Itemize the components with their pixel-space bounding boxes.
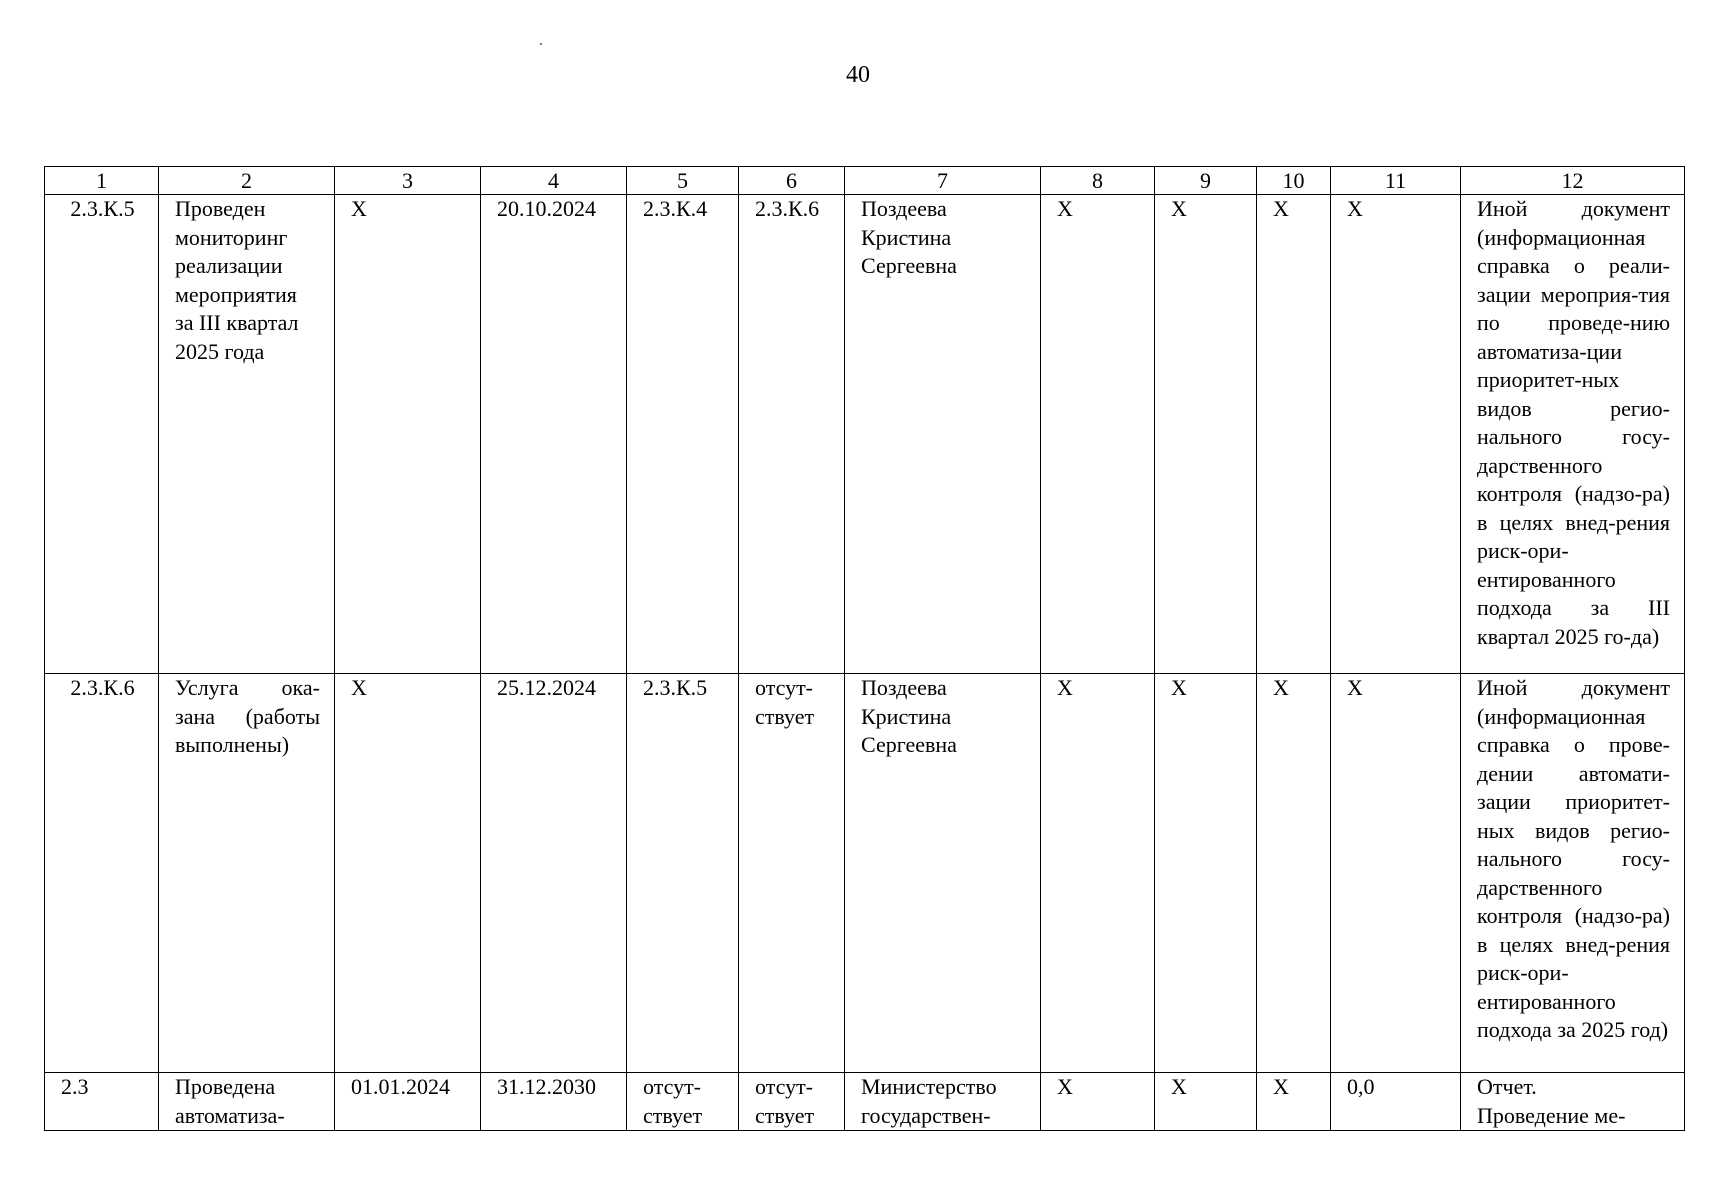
cell-col3 [335,195,481,674]
cell-text: 2.3.К.5 [70,196,135,221]
header-cell: 7 [845,167,1041,195]
cell-prev [627,674,739,1073]
header-cell: 10 [1257,167,1331,195]
cell-date [481,1073,627,1131]
cell-col9 [1155,195,1257,674]
cell-text: Х [1347,196,1363,221]
cell-document: Иной документ (информационная справка о прове-дении автомати-зации приоритет-ных видов регио-нального госу-дарственного контроля (надзо-ра) в целях внед-рения риск-ори-ентированного подхода за 2025 год) [1461,674,1685,1073]
cell-text: Х [1057,1074,1073,1099]
header-cell: 6 [739,167,845,195]
cell-text: 2.3 [61,1074,89,1099]
header-cell: 3 [335,167,481,195]
cell-text: 20.10.2024 [497,196,596,221]
cell-text: Министерство государствен- [861,1074,997,1128]
header-cell: 11 [1331,167,1461,195]
table-row [45,195,1685,674]
cell-code [45,674,159,1073]
cell-col8 [1041,674,1155,1073]
cell-text: 2.3.К.6 [70,675,135,700]
cell-text: Отчет. Проведение ме- [1477,1074,1626,1128]
cell-text: Х [1057,675,1073,700]
cell-col10 [1257,1073,1331,1131]
cell-prev [627,1073,739,1131]
cell-text: 01.01.2024 [351,1074,450,1099]
cell-date [481,195,627,674]
page-number: 40 [846,62,870,88]
cell-col8 [1041,195,1155,674]
cell-document [1461,1073,1685,1131]
cell-code [45,1073,159,1131]
cell-document: Иной документ (информационная справка о реали-зации мероприя-тия по проведе-нию автоматиза-ции приоритет-ных видов регио-нального госу-дарственного контроля (надзо-ра) в целях внед-рения риск-ори-ентированного подхода за III квартал 2025 го-да) [1461,195,1685,674]
cell-text: 0,0 [1347,1074,1375,1099]
table-header-row [45,167,1685,195]
cell-text: Х [351,196,367,221]
cell-col8 [1041,1073,1155,1131]
cell-result [159,195,335,674]
cell-text: Поздеева Кристина Сергеевна [861,196,957,278]
header-cell: 1 [45,167,159,195]
cell-result [159,1073,335,1131]
cell-text: Х [1057,196,1073,221]
cell-text: 2.3.К.5 [643,675,708,700]
cell-col10 [1257,195,1331,674]
cell-text: Х [1273,196,1289,221]
cell-col11 [1331,195,1461,674]
cell-prev [627,195,739,674]
cell-col3 [335,674,481,1073]
cell-text: Проведен мониторинг реализации мероприятия за III квартал 2025 года [175,196,299,364]
cell-col11 [1331,674,1461,1073]
header-cell: 9 [1155,167,1257,195]
cell-text: Х [1273,1074,1289,1099]
cell-text: Проведена автоматиза- [175,1074,285,1128]
cell-responsible [845,1073,1041,1131]
cell-col11 [1331,1073,1461,1131]
cell-text: Х [1171,675,1187,700]
cell-responsible [845,195,1041,674]
cell-text: Х [1273,675,1289,700]
header-cell: 4 [481,167,627,195]
header-cell: 5 [627,167,739,195]
cell-date [481,674,627,1073]
cell-text: 2.3.К.6 [755,196,820,221]
cell-text: отсут- ствует [755,1074,815,1128]
cell-result: Услуга ока-зана (работы выполнены) [159,674,335,1073]
cell-text: Х [1171,1074,1187,1099]
cell-text: Х [351,675,367,700]
cell-text: 25.12.2024 [497,675,596,700]
cell-text: Х [1171,196,1187,221]
cell-text: 2.3.К.4 [643,196,708,221]
cell-next [739,1073,845,1131]
cell-col9 [1155,1073,1257,1131]
scan-speck [540,43,542,45]
cell-code [45,195,159,674]
data-table [44,166,1685,1131]
cell-text: Х [1347,675,1363,700]
cell-col9 [1155,674,1257,1073]
cell-next [739,674,845,1073]
cell-start-date [335,1073,481,1131]
header-cell: 12 [1461,167,1685,195]
table-row [45,674,1685,1073]
header-cell: 2 [159,167,335,195]
cell-text: отсут- ствует [755,675,815,729]
table-row [45,1073,1685,1131]
cell-text: отсут- ствует [643,1074,703,1128]
cell-responsible [845,674,1041,1073]
cell-col10 [1257,674,1331,1073]
cell-text: 31.12.2030 [497,1074,596,1099]
cell-next [739,195,845,674]
header-cell: 8 [1041,167,1155,195]
cell-text: Поздеева Кристина Сергеевна [861,675,957,757]
